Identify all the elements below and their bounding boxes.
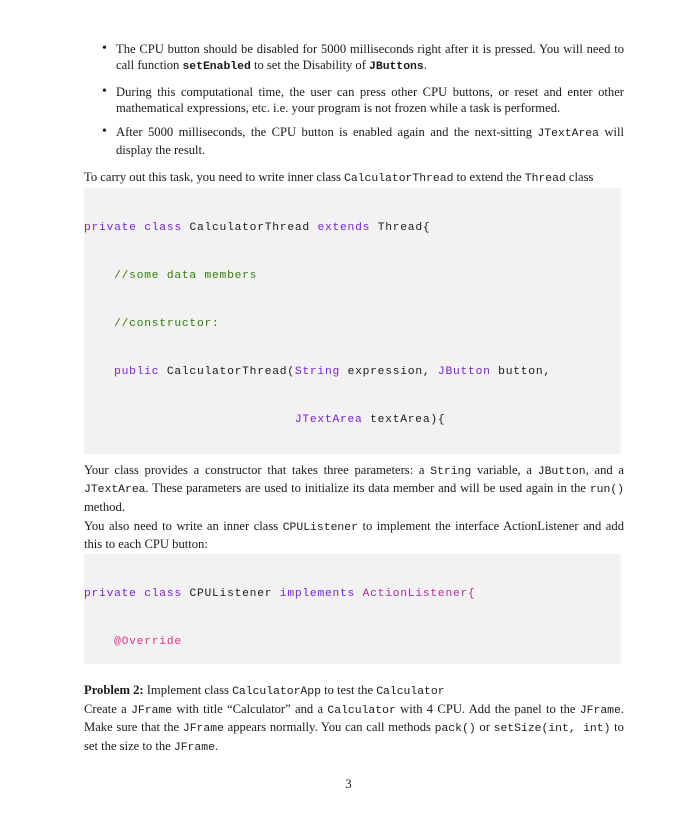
paragraph-constructor-description: Your class provides a constructor that takes three parameters: a String variable, a JButton, and a JTextArea. These parameters are used to initialize its data member and will be used again in the run() method. <box>84 463 624 514</box>
code-line: private class CPUListener implements ActionListener{ <box>84 587 476 600</box>
code-block-calculator-thread <box>84 188 621 454</box>
code-line: @Override <box>114 635 182 648</box>
paragraph-thread-intro: To carry out this task, you need to write inner class CalculatorThread to extend the Thread class <box>84 170 594 185</box>
code-line: //some data members <box>114 269 258 282</box>
code-line: private class CalculatorThread extends Thread{ <box>84 221 431 234</box>
page-number: 3 <box>345 777 352 791</box>
code-block-cpu-listener <box>84 554 621 664</box>
paragraph-problem-2-description: Create a JFrame with title “Calculator” and a Calculator with 4 CPU. Add the panel to the JFrame. Make sure that the JFrame appears normally. You can call methods pack() or setSize(int, int) to set the size to the JFrame. <box>84 702 624 754</box>
code-line: JTextArea textArea){ <box>294 414 446 427</box>
problem-2-heading: Problem 2: Implement class CalculatorApp to test the Calculator <box>84 683 445 698</box>
code-line: //constructor: <box>114 317 220 330</box>
list-item: • During this computational time, the user can press other CPU buttons, or reset and enter other mathematical expressions, etc. i.e. your program is not frozen while a task is performed. <box>100 84 624 117</box>
code-line: public CalculatorThread(String expression, JButton button, <box>114 366 551 379</box>
requirements-list <box>100 41 624 167</box>
list-item: • After 5000 milliseconds, the CPU button is enabled again and the next-sitting JTextArea will display the result. <box>100 124 624 159</box>
list-item: • The CPU button should be disabled for 5000 milliseconds right after it is pressed. You will need to call function setEnabled to set the Disability of JButtons. <box>100 41 624 76</box>
paragraph-listener-intro: You also need to write an inner class CPUListener to implement the interface ActionListener and add this to each CPU button: <box>84 519 624 552</box>
